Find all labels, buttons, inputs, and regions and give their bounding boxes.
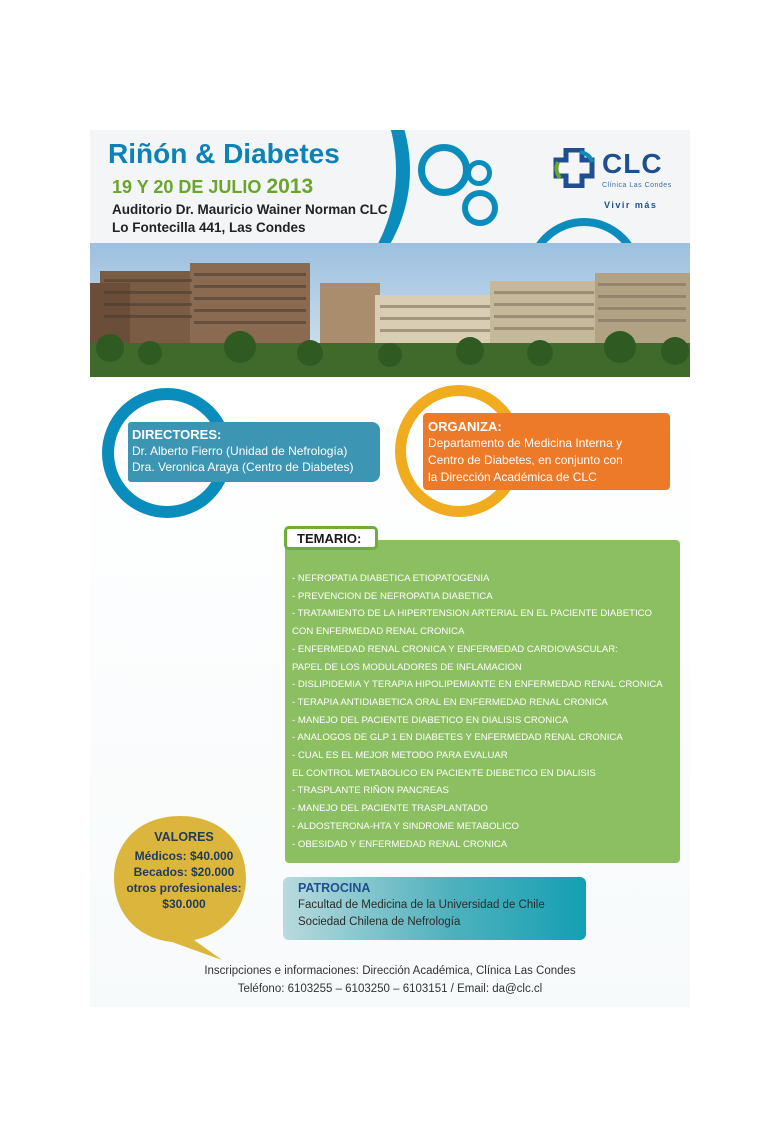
syllabus-item: - MANEJO DEL PACIENTE TRASPLANTADO [292,803,488,815]
poster-header [90,130,690,243]
price-line: $30.000 [162,897,206,911]
price-line: Becados: $20.000 [133,865,235,879]
prices-heading: VALORES [154,830,214,844]
syllabus-item: - DISLIPIDEMIA Y TERAPIA HIPOLIPEMIANTE EN ENFERMEDAD RENAL CRONICA [292,679,663,691]
syllabus-item: - MANEJO DEL PACIENTE DIABETICO EN DIALISIS CRONICA [292,714,569,726]
sponsor-line: Facultad de Medicina de la Universidad de Chile [298,899,545,911]
syllabus-item: - TRATAMIENTO DE LA HIPERTENSION ARTERIAL EN EL PACIENTE DIABETICO [292,608,653,620]
syllabus-item: - ANALOGOS DE GLP 1 EN DIABETES Y ENFERMEDAD RENAL CRONICA [292,732,623,744]
event-year: 2013 [266,175,314,198]
footer-phone-email: Teléfono: 6103255 – 6103250 – 6103151 / Email: da@clc.cl [237,983,543,995]
logo-subtitle: Clínica Las Condes [602,182,672,189]
sponsors-heading: PATROCINA [298,881,371,895]
director-line: Dra. Veronica Araya (Centro de Diabetes) [132,460,354,474]
organizer-line: la Dirección Académica de CLC [428,470,597,484]
syllabus-item: EL CONTROL METABOLICO EN PACIENTE DIEBETICO EN DIALISIS [292,767,596,779]
syllabus-item: - ALDOSTERONA-HTA Y SINDROME METABOLICO [292,820,519,832]
event-poster [90,130,690,1007]
sponsor-line: Sociedad Chilena de Nefrología [298,916,461,928]
syllabus-item: - PREVENCION DE NEFROPATIA DIABETICA [292,590,493,602]
clc-logo-icon [552,148,596,188]
organizer-line: Departamento de Medicina Interna y [428,436,623,450]
logo-name: CLC [602,148,663,179]
organizer-line: Centro de Diabetes, en conjunto con [428,453,623,467]
footer-contact-line: Inscripciones e informaciones: Dirección Académica, Clínica Las Condes [204,965,576,977]
clinic-building-photo [90,243,690,377]
syllabus-item: PAPEL DE LOS MODULADORES DE INFLAMACION [292,661,522,673]
price-line: Médicos: $40.000 [134,849,234,863]
event-title: Riñón & Diabetes [108,138,340,169]
event-dates-text: 19 Y 20 DE JULIO [112,177,262,197]
syllabus-list [292,570,677,853]
decorative-ring-icon [526,218,642,243]
venue-line-2: Lo Fontecilla 441, Las Condes [112,220,306,235]
event-dates [112,175,313,199]
syllabus-item: - TERAPIA ANTIDIABETICA ORAL EN ENFERMEDAD RENAL CRONICA [292,696,608,708]
syllabus-item: - CUAL ES EL MEJOR METODO PARA EVALUAR [292,750,508,762]
syllabus-item: - NEFROPATIA DIABETICA ETIOPATOGENIA [292,573,490,584]
decorative-ring-icon [462,190,498,226]
decorative-ring-icon [418,144,470,196]
decorative-ring-icon [466,160,492,186]
logo-tagline: Vivir más [604,200,658,210]
directors-heading: DIRECTORES: [132,427,222,442]
syllabus-item: - TRASPLANTE RIÑON PANCREAS [292,785,449,797]
syllabus-item: CON ENFERMEDAD RENAL CRONICA [292,626,465,638]
organizer-heading: ORGANIZA: [428,419,502,434]
director-line: Dr. Alberto Fierro (Unidad de Nefrología) [132,444,348,458]
price-line: otros profesionales: [126,881,242,895]
syllabus-item: - ENFERMEDAD RENAL CRONICA Y ENFERMEDAD CARDIOVASCULAR: [292,643,618,655]
venue-line-1: Auditorio Dr. Mauricio Wainer Norman CLC [112,202,388,217]
syllabus-item: - OBESIDAD Y ENFERMEDAD RENAL CRONICA [292,838,508,850]
syllabus-heading: TEMARIO: [297,531,362,546]
